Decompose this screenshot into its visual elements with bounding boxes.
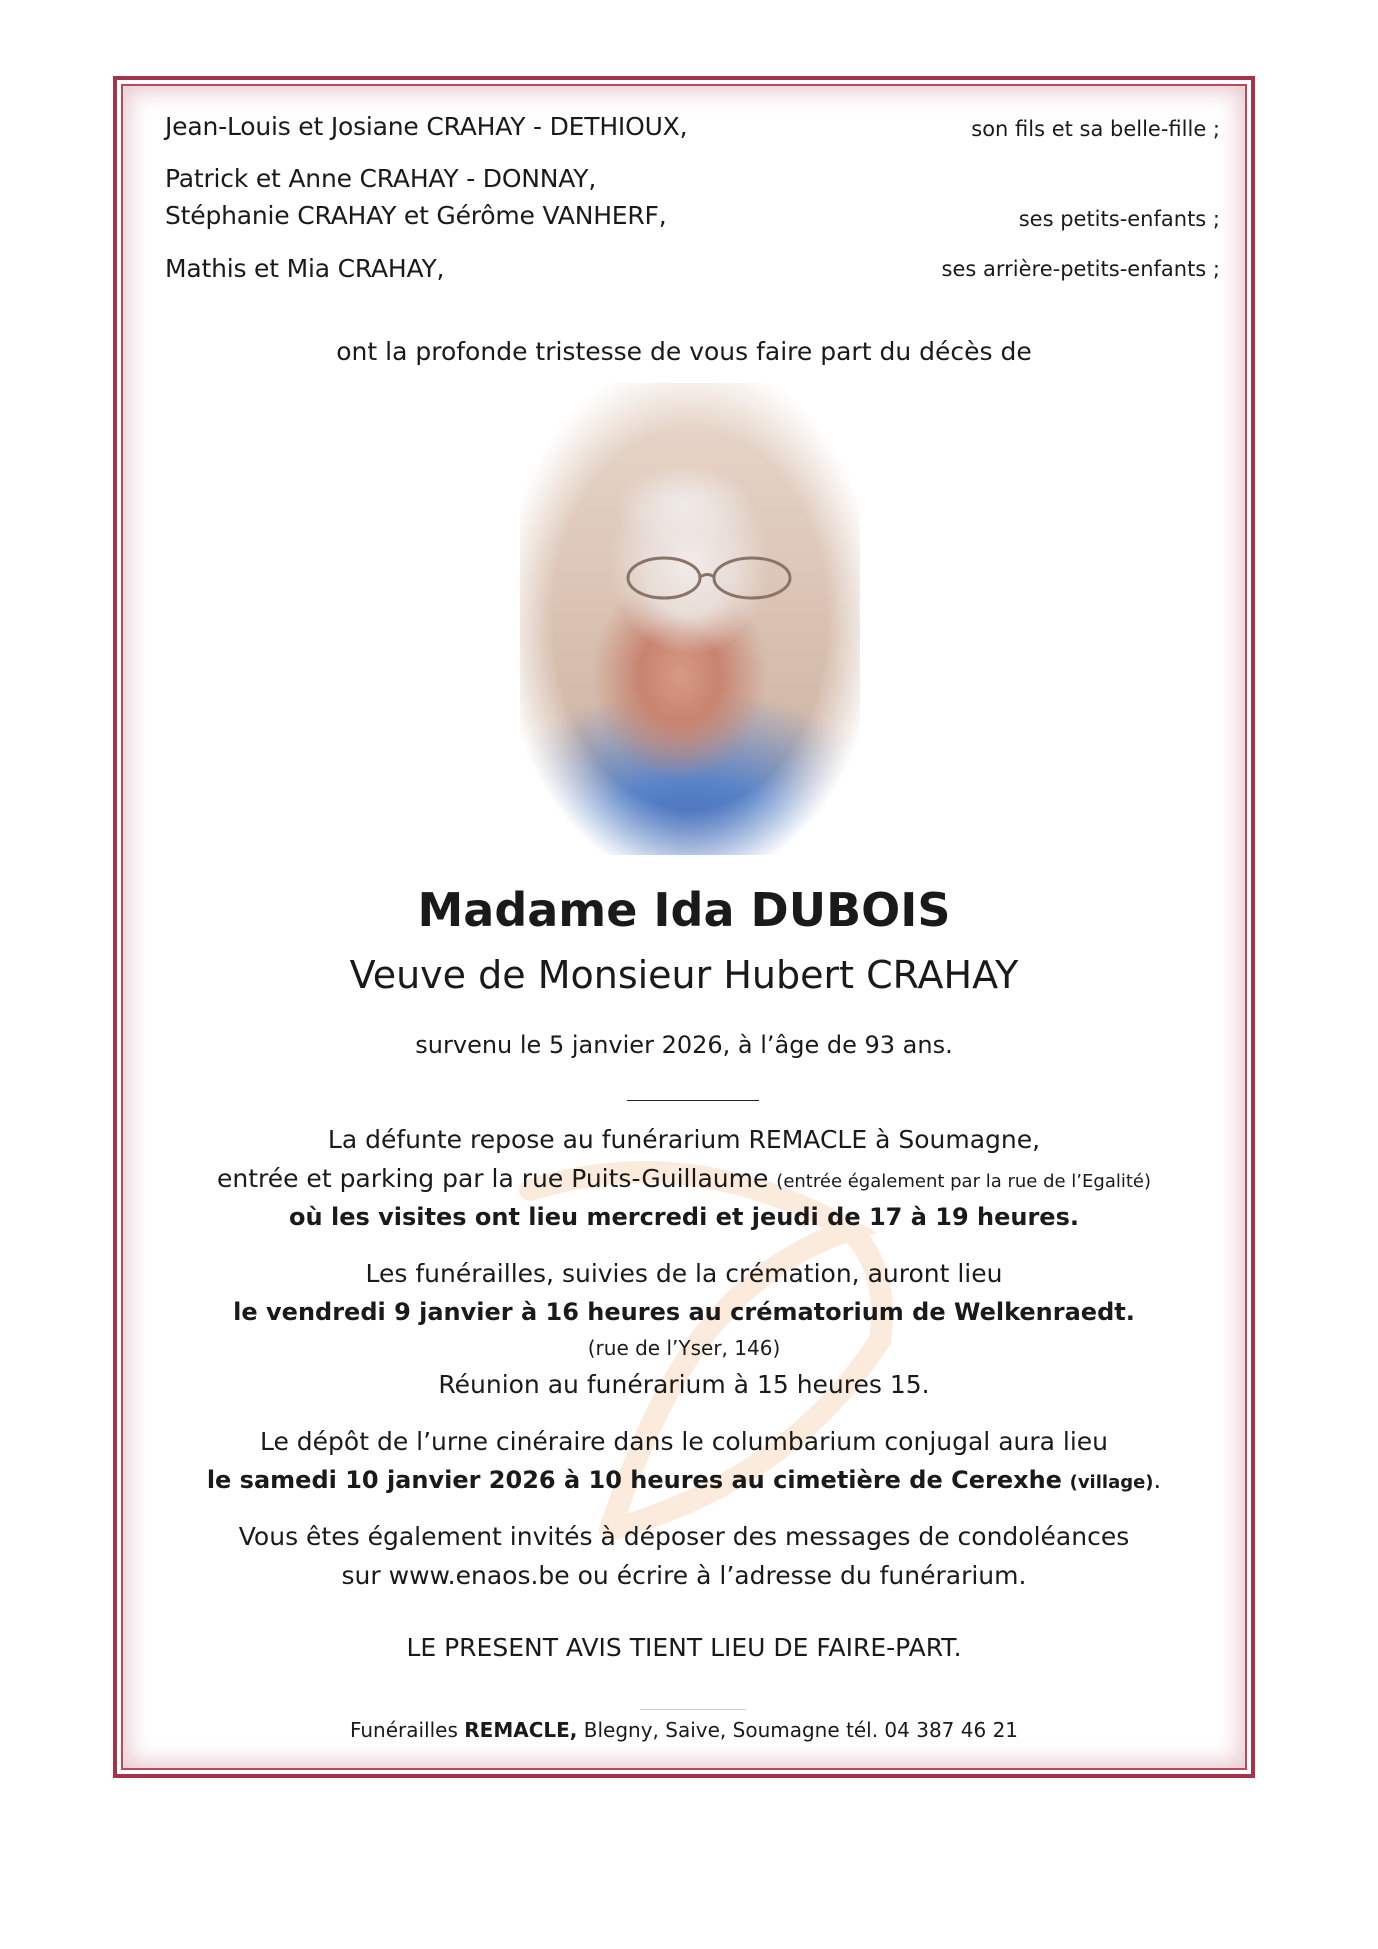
visits-line: La défunte repose au funérarium REMACLE à Soumagne, xyxy=(327,1125,1041,1154)
visits-entry-line xyxy=(113,1164,1255,1193)
visits-entry-text: entrée et parking par la rue Puits-Guillaume xyxy=(216,1164,769,1193)
portrait-photo xyxy=(520,383,860,855)
visits-entry-note: (entrée également par la rue de l’Egalité) xyxy=(776,1171,1152,1192)
crematorium-address: (rue de l’Yser, 146) xyxy=(587,1336,781,1360)
gathering-line: Réunion au funérarium à 15 heures 15. xyxy=(438,1370,930,1399)
deceased-name: Madame Ida DUBOIS xyxy=(417,883,951,937)
death-date: survenu le 5 janvier 2026, à l’âge de 93 ans. xyxy=(415,1031,953,1059)
family-name-line: Stéphanie CRAHAY et Gérôme VANHERF, xyxy=(165,201,667,230)
intro-text: ont la profonde tristesse de vous faire part du décès de xyxy=(336,337,1032,366)
eyeglasses-detail xyxy=(622,553,802,603)
footer-contact: Blegny, Saive, Soumagne tél. 04 387 46 21 xyxy=(583,1718,1019,1742)
urn-period: . xyxy=(1153,1466,1162,1494)
funeral-line: Les funérailles, suivies de la crémation, auront lieu xyxy=(365,1259,1003,1288)
visits-hours: où les visites ont lieu mercredi et jeudi de 17 à 19 heures. xyxy=(289,1203,1079,1231)
family-name-line: Mathis et Mia CRAHAY, xyxy=(165,254,445,283)
family-relation: son fils et sa belle-fille ; xyxy=(971,117,1220,141)
notice-statement: LE PRESENT AVIS TIENT LIEU DE FAIRE-PART. xyxy=(406,1633,962,1662)
family-name-line: Patrick et Anne CRAHAY - DONNAY, xyxy=(165,164,597,193)
footer-separator xyxy=(640,1709,746,1710)
urn-line: Le dépôt de l’urne cinéraire dans le columbarium conjugal aura lieu xyxy=(259,1427,1109,1456)
urn-date-line xyxy=(113,1466,1255,1494)
urn-date: le samedi 10 janvier 2026 à 10 heures au cimetière de Cerexhe xyxy=(206,1466,1062,1494)
footer-prefix: Funérailles xyxy=(349,1718,458,1742)
footer-company: REMACLE, xyxy=(464,1718,578,1742)
widow-of: Veuve de Monsieur Hubert CRAHAY xyxy=(349,953,1019,997)
separator-line xyxy=(627,1100,759,1101)
footer xyxy=(113,1718,1255,1742)
condolences-line: Vous êtes également invités à déposer des messages de condoléances xyxy=(238,1522,1130,1551)
family-name-line: Jean-Louis et Josiane CRAHAY - DETHIOUX, xyxy=(165,112,688,141)
funeral-date: le vendredi 9 janvier à 16 heures au crématorium de Welkenraedt. xyxy=(233,1298,1135,1326)
family-relation: ses petits-enfants ; xyxy=(1018,207,1220,231)
family-relation: ses arrière-petits-enfants ; xyxy=(941,257,1220,281)
condolences-website: sur www.enaos.be ou écrire à l’adresse du funérarium. xyxy=(341,1561,1027,1590)
urn-place: (village) xyxy=(1069,1472,1154,1493)
